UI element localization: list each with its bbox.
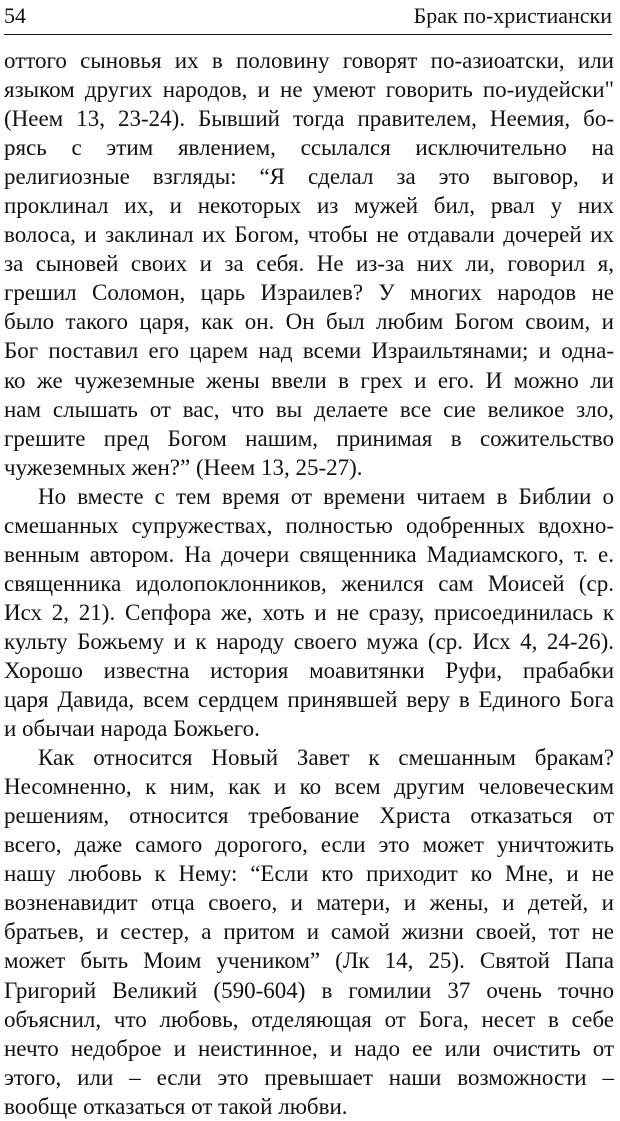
text-line: культу Божьему и к народу своего мужа (ср. Исх 4, 24-26).	[4, 628, 614, 654]
paragraph	[4, 743, 614, 1121]
running-title: Брак по-христиански	[413, 3, 612, 28]
text-line: нам слышать от вас, что вы делаете все сие великое зло,	[4, 396, 614, 422]
text-line: ко же чужеземные жены ввели в грех и его. И можно ли	[4, 367, 614, 393]
text-line: грешите пред Богом нашим, принимая в сожительство	[4, 425, 614, 451]
text-line: Григорий Великий (590-604) в гомилии 37 очень точно	[4, 977, 614, 1003]
text-line: братьев, и сестер, а притом и самой жизни своей, тот не	[4, 919, 614, 945]
page-number: 54	[4, 3, 26, 28]
text-line: волоса, и заклинал их Богом, чтобы не отдавали дочерей их	[4, 222, 614, 248]
body-text	[4, 46, 614, 1121]
text-line: всего, даже самого дорогого, если это может уничтожить	[4, 832, 614, 858]
paragraph	[4, 482, 614, 743]
text-line: (Неем 13, 23-24). Бывший тогда правителем, Неемия, бо-	[4, 106, 614, 132]
text-line: Но вместе с тем время от времени читаем в Библии о	[38, 483, 614, 509]
text-line: смешанных супружествах, полностью одобренных вдохно-	[4, 512, 614, 538]
text-line: возненавидит отца своего, и матери, и жены, и детей, и	[4, 890, 614, 916]
text-line: нашу любовь к Нему: “Если кто приходит ко Мне, и не	[4, 861, 614, 887]
text-line: проклинал их, и некоторых из мужей бил, рвал у них	[4, 193, 614, 219]
text-line: за сыновей своих и за себя. Не из-за них ли, говорил я,	[4, 251, 614, 277]
text-line: объяснил, что любовь, отделяющая от Бога, несет в себе	[4, 1006, 614, 1032]
text-line: Бог поставил его царем над всеми Израильтянами; и одна-	[4, 338, 614, 364]
text-line: может быть Моим учеником” (Лк 14, 25). Святой Папа	[4, 948, 614, 974]
text-line: этого, или – если это превышает наши возможности –	[4, 1064, 614, 1090]
text-line: грешил Соломон, царь Израилев? У многих народов не	[4, 280, 614, 306]
text-line: было такого царя, как он. Он был любим Богом своим, и	[4, 309, 614, 335]
paragraph	[4, 46, 614, 482]
text-line: вообще отказаться от такой любви.	[4, 1093, 348, 1119]
text-line: Как относится Новый Завет к смешанным бракам?	[38, 745, 614, 771]
text-line: решениям, относится требование Христа отказаться от	[4, 803, 614, 829]
text-line: Исх 2, 21). Сепфора же, хоть и не сразу, присоединилась к	[4, 599, 614, 625]
text-line: рясь с этим явлением, ссылался исключительно на	[4, 135, 614, 161]
text-line: и обычаи народа Божьего.	[4, 716, 260, 742]
text-line: религиозные взгляды: “Я сделал за это выговор, и	[4, 164, 614, 190]
text-line: Хорошо известна история моавитянки Руфи, прабабки	[4, 657, 614, 683]
text-line: царя Давида, всем сердцем принявшей веру в Единого Бога	[4, 687, 614, 713]
text-line: Несомненно, к ним, как и ко всем другим человеческим	[4, 774, 614, 800]
text-line: венным автором. На дочери священника Мадиамского, т. е.	[4, 541, 614, 567]
page-header	[4, 0, 612, 35]
text-line: оттого сыновья их в половину говорят по-азиоатски, или	[4, 48, 614, 73]
text-line: чужеземных жен?” (Неем 13, 25-27).	[4, 454, 363, 480]
text-line: нечто недоброе и неистинное, и надо ее или очистить от	[4, 1035, 614, 1061]
text-line: священника идолопоклонников, женился сам Моисей (ср.	[4, 570, 614, 596]
text-line: языком других народов, и не умеют говорить по-иудейски"	[4, 77, 614, 103]
